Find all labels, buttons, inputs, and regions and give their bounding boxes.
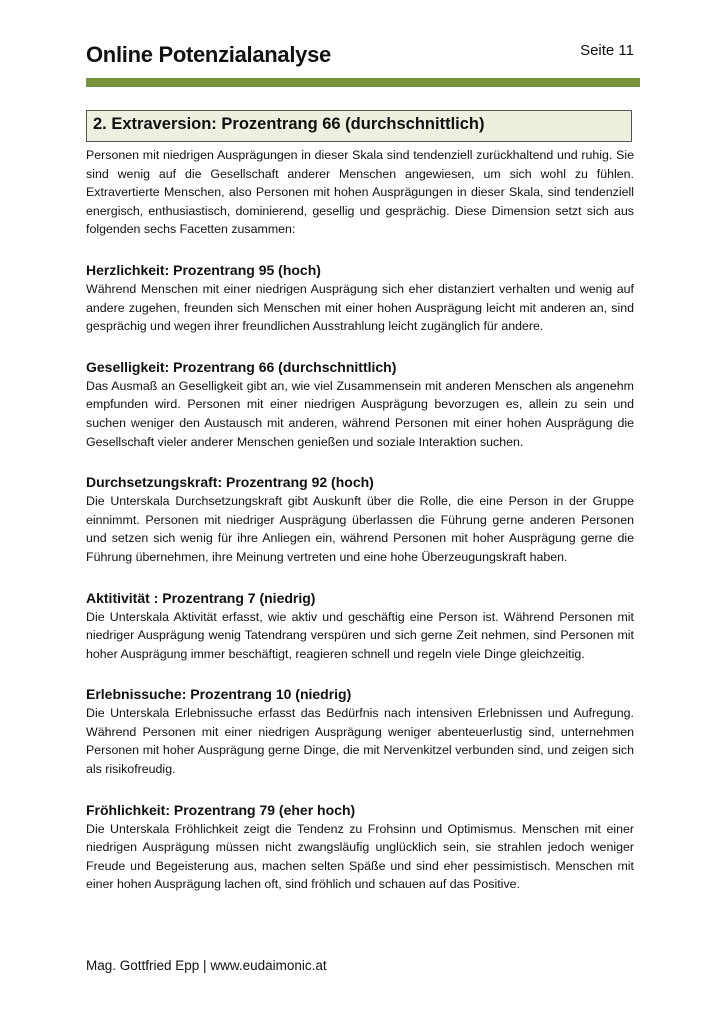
facet-text: Die Unterskala Fröhlichkeit zeigt die Tendenz zu Frohsinn und Optimismus. Menschen mit einer niedrigen Ausprägung müssen nicht zwangsläufig unglücklich sein, sie strahlen jedoch weniger Freude und Begeisterung aus, machen selten Späße und sind eher pessimistisch. Menschen mit einer hohen Ausprägung lachen oft, sind fröhlich und schauen auf das Positive. [86,821,634,892]
facet-text: Während Menschen mit einer niedrigen Ausprägung sich eher distanziert verhalten und wenig auf andere zugehen, freunden sich Menschen mit einer hohen Ausprägung leicht mit anderen an, sind gesprächig und wegen ihrer freundlichen Ausstrahlung leicht zugänglich für andere. [86,281,634,334]
facet-title: Fröhlichkeit: Prozentrang 79 (eher hoch) [86,801,356,818]
facet-text: Die Unterskala Erlebnissuche erfasst das Bedürfnis nach intensiven Erlebnissen und Aufregung. Während Personen mit einer niedrigen Ausprägung weniger abenteuerlustig sind, unternehmen Personen mit hoher Ausprägung gerne Dinge, die mit Nervenkitzel verbunden sind, und zeigen sich als risikofreudig. [86,706,634,777]
facet-title: Geselligkeit: Prozentrang 66 (durchschnittlich) [86,358,397,375]
facet-text: Das Ausmaß an Geselligkeit gibt an, wie viel Zusammensein mit anderen Menschen als angenehm empfunden wird. Personen mit einer niedrigen Ausprägung bevorzugen es, allein zu sein und suchen weniger den Austausch mit anderen, während Personen mit einer hohen Ausprägung die Gesellschaft vieler anderer Menschen genießen und soziale Interaktion suchen. [86,378,634,449]
facet-title: Erlebnissuche: Prozentrang 10 (niedrig) [86,686,352,703]
section-heading-box [86,110,632,142]
facet-text: Die Unterskala Durchsetzungskraft gibt Auskunft über die Rolle, die eine Person in der Gruppe einnimmt. Personen mit niedriger Ausprägung überlassen die Führung gerne anderen Personen und setzen sich wenig für ihre Anliegen ein, während Personen mit hoher Ausprägung gerne die Führung übernehmen, ihre Meinung vertreten und eine hohe Überzeugungskraft haben. [86,494,634,564]
footer-credit: Mag. Gottfried Epp | www.eudaimonic.at [86,958,327,973]
facet-erlebnissuche [86,684,634,778]
facet-title: Herzlichkeit: Prozentrang 95 (hoch) [86,261,321,278]
main-content [86,146,634,894]
facet-froehlichkeit [86,800,634,894]
facet-title: Durchsetzungskraft: Prozentrang 92 (hoch) [86,474,374,491]
facet-geselligkeit [86,357,634,451]
page-header [86,40,640,72]
page-number: Seite 11 [580,42,634,59]
document-title: Online Potenzialanalyse [86,42,331,67]
facet-herzlichkeit [86,260,634,336]
facet-text: Die Unterskala Aktivität erfasst, wie aktiv und geschäftig eine Person ist. Während Personen mit niedriger Ausprägung wenig Tatendrang verspüren und sich gerne Zeit nehmen, sind Personen mit hoher Ausprägung immer beschäftigt, reagieren schnell und regeln viele Dinge gleichzeitig. [86,609,634,661]
section-intro: Personen mit niedrigen Ausprägungen in dieser Skala sind tendenziell zurückhaltend und ruhig. Sie sind wenig auf die Gesellschaft anderer Menschen angewiesen, um sich wohl zu fühlen. Extravertierte Menschen, also Personen mit hohen Ausprägungen in dieser Skala, sind tendenziell energisch, enthusiastisch, dominierend, gesellig und gesprächig. Diese Dimension setzt sich aus folgenden sechs Facetten zusammen: [86,148,634,237]
facet-title: Aktitivität : Prozentrang 7 (niedrig) [86,589,316,606]
header-rule [86,78,640,87]
facet-durchsetzungskraft [86,472,634,566]
facet-aktivitaet [86,588,634,664]
section-title: 2. Extraversion: Prozentrang 66 (durchschnittlich) [93,115,485,133]
